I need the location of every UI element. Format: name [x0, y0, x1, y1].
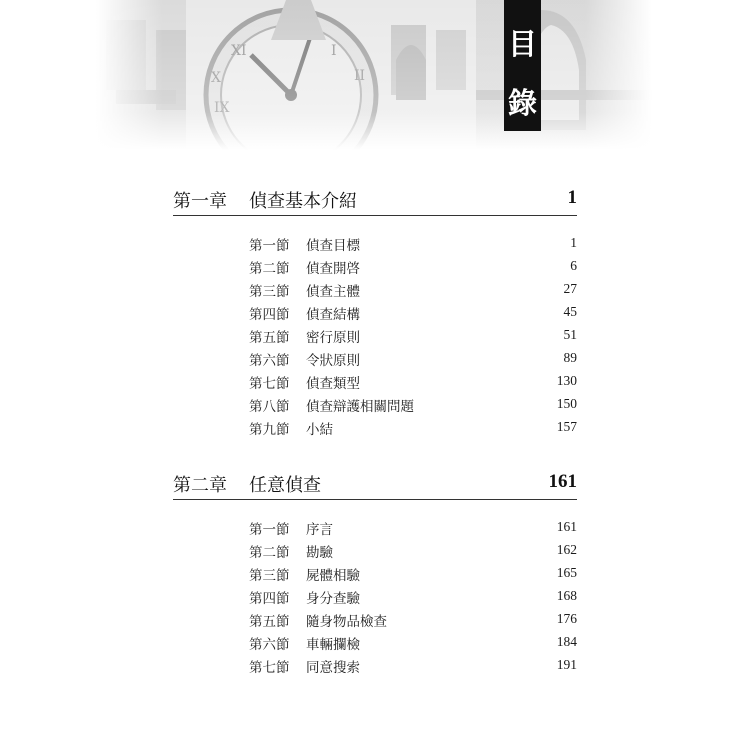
- section-title: 偵查開啓: [306, 261, 360, 277]
- section-list-chapter-2: [249, 518, 577, 679]
- section-number: 第三節: [249, 284, 290, 300]
- section-page: 130: [556, 373, 577, 388]
- section-title: 隨身物品檢查: [306, 614, 387, 630]
- section-page: 184: [556, 634, 577, 649]
- toc-title-char-2: 錄: [507, 86, 537, 120]
- section-item[interactable]: [249, 372, 577, 395]
- section-item[interactable]: [249, 303, 577, 326]
- section-title: 偵查辯護相關問題: [306, 399, 414, 415]
- section-number: 第二節: [249, 261, 290, 277]
- chapter-title: 偵查基本介紹: [249, 191, 357, 212]
- section-item[interactable]: [249, 656, 577, 679]
- section-page: 176: [556, 611, 577, 626]
- chapter-number: 第一章: [173, 191, 227, 212]
- section-number: 第二節: [249, 545, 290, 561]
- section-title: 序言: [306, 522, 333, 538]
- section-page: 6: [570, 258, 577, 273]
- section-item[interactable]: [249, 349, 577, 372]
- header-clock-tower-image: [96, 0, 652, 150]
- section-title: 偵查類型: [306, 376, 360, 392]
- section-page: 1: [570, 235, 577, 250]
- chapter-heading-2[interactable]: [173, 471, 577, 500]
- section-item[interactable]: [249, 564, 577, 587]
- section-title: 車輛攔檢: [306, 637, 360, 653]
- section-title: 屍體相驗: [306, 568, 360, 584]
- chapter-page: 1: [567, 187, 577, 208]
- section-page: 165: [556, 565, 577, 580]
- section-title: 身分查驗: [306, 591, 360, 607]
- section-item[interactable]: [249, 234, 577, 257]
- section-item[interactable]: [249, 541, 577, 564]
- section-number: 第三節: [249, 568, 290, 584]
- section-title: 偵查結構: [306, 307, 360, 323]
- chapter-title: 任意偵查: [249, 475, 321, 496]
- section-item[interactable]: [249, 587, 577, 610]
- section-number: 第八節: [249, 399, 290, 415]
- section-item[interactable]: [249, 633, 577, 656]
- section-page: 45: [563, 304, 577, 319]
- section-item[interactable]: [249, 610, 577, 633]
- section-title: 密行原則: [306, 330, 360, 346]
- section-item[interactable]: [249, 326, 577, 349]
- section-item[interactable]: [249, 280, 577, 303]
- section-number: 第五節: [249, 330, 290, 346]
- section-number: 第一節: [249, 522, 290, 538]
- section-number: 第九節: [249, 422, 290, 438]
- toc-title-box: [504, 0, 541, 131]
- section-number: 第七節: [249, 376, 290, 392]
- section-number: 第一節: [249, 238, 290, 254]
- section-number: 第四節: [249, 591, 290, 607]
- section-item[interactable]: [249, 418, 577, 441]
- section-page: 162: [556, 542, 577, 557]
- section-number: 第六節: [249, 353, 290, 369]
- section-page: 150: [556, 396, 577, 411]
- section-title: 小結: [306, 422, 333, 438]
- chapter-page: 161: [548, 471, 577, 492]
- section-page: 161: [556, 519, 577, 534]
- section-number: 第四節: [249, 307, 290, 323]
- section-item[interactable]: [249, 257, 577, 280]
- section-page: 89: [563, 350, 577, 365]
- section-item[interactable]: [249, 518, 577, 541]
- section-page: 27: [563, 281, 577, 296]
- section-number: 第七節: [249, 660, 290, 676]
- section-title: 令狀原則: [306, 353, 360, 369]
- section-page: 191: [556, 657, 577, 672]
- section-page: 51: [563, 327, 577, 342]
- section-number: 第六節: [249, 637, 290, 653]
- section-title: 勘驗: [306, 545, 333, 561]
- section-number: 第五節: [249, 614, 290, 630]
- section-page: 168: [556, 588, 577, 603]
- chapter-heading-1[interactable]: [173, 187, 577, 216]
- chapter-number: 第二章: [173, 475, 227, 496]
- toc-title-char-1: 目: [507, 27, 537, 61]
- section-title: 同意搜索: [306, 660, 360, 676]
- section-title: 偵查目標: [306, 238, 360, 254]
- section-item[interactable]: [249, 395, 577, 418]
- section-page: 157: [556, 419, 577, 434]
- section-list-chapter-1: [249, 234, 577, 441]
- section-title: 偵查主體: [306, 284, 360, 300]
